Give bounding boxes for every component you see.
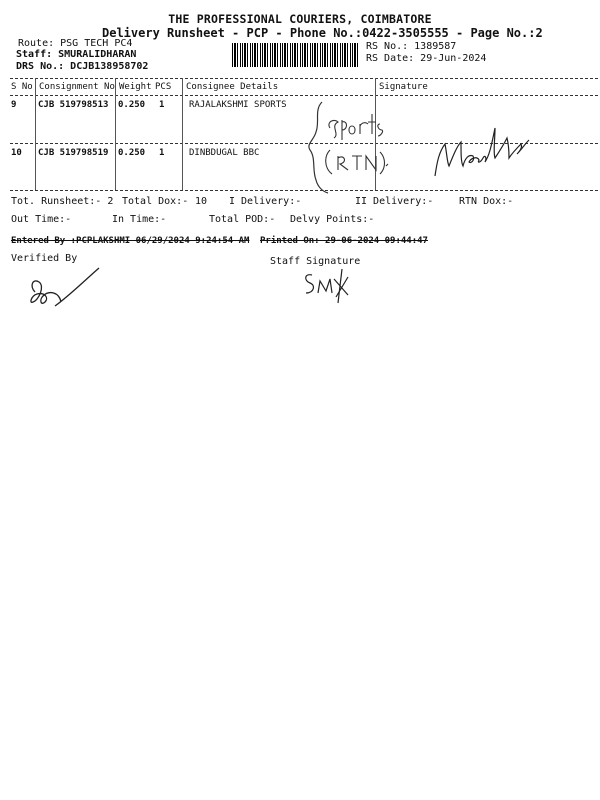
barcode [232, 43, 358, 67]
runsheet-subtitle: Delivery Runsheet - PCP - Phone No.:0422-3505555 - Page No.:2 [102, 26, 543, 40]
row-consignee: RAJALAKSHMI SPORTS [189, 100, 287, 110]
row-consignment: CJB 519798513 [38, 100, 109, 110]
entered-by: Entered By :PCPLAKSHMI 06/29/2024 9:24:54 AM [11, 236, 250, 246]
company-title: THE PROFESSIONAL COURIERS, COIMBATORE [168, 12, 432, 26]
row-weight: 0.250 [118, 148, 146, 158]
staff-signature [298, 265, 358, 305]
row-sno: 9 [11, 100, 17, 110]
row-pcs: 1 [159, 100, 165, 110]
row-consignment: CJB 519798519 [38, 148, 109, 158]
delvy-points: Delvy Points:- [290, 214, 375, 225]
consignee-signature [425, 118, 535, 178]
col-header-pcs: PCS [155, 82, 172, 92]
drs-number: DRS No.: DCJB138958702 [16, 61, 149, 72]
out-time: Out Time:- [11, 214, 72, 225]
col-divider [115, 78, 116, 190]
col-header-sno: S No [11, 82, 33, 92]
verified-by-label: Verified By [11, 253, 78, 264]
col-divider [182, 78, 183, 190]
printed-on: Printed On: 29-06-2024 09:44:47 [260, 236, 428, 246]
col-header-consignee: Consignee Details [186, 82, 279, 92]
rs-date: RS Date: 29-Jun-2024 [366, 53, 487, 64]
staff-label: Staff: SMURALIDHARAN [16, 49, 137, 60]
in-time: In Time:- [112, 214, 167, 225]
handwritten-sports-rtn-note [300, 100, 390, 195]
ii-delivery: II Delivery:- [355, 196, 434, 207]
col-header-weight: Weight [119, 82, 152, 92]
header-bottom-rule [10, 95, 598, 96]
total-pod: Total POD:- [209, 214, 276, 225]
verifier-signature [25, 262, 105, 312]
total-dox-value: 10 [195, 196, 208, 207]
i-delivery: I Delivery:- [229, 196, 302, 207]
rtn-dox: RTN Dox:- [459, 196, 514, 207]
row-pcs: 1 [159, 148, 165, 158]
col-divider [35, 78, 36, 190]
tot-runsheet: Tot. Runsheet:- 2 [11, 196, 114, 207]
col-header-consignment: Consignment No [39, 82, 115, 92]
col-header-signature: Signature [379, 82, 428, 92]
row-sno: 10 [11, 148, 22, 158]
row-weight: 0.250 [118, 100, 146, 110]
rs-number: RS No.: 1389587 [366, 41, 457, 52]
row-consignee: DINBDUGAL BBC [189, 148, 260, 158]
total-dox-label: Total Dox:- [122, 196, 189, 207]
staff-signature-label: Staff Signature [270, 256, 361, 267]
route-label: Route: PSG TECH PC4 [18, 38, 133, 49]
table-top-rule [10, 78, 598, 79]
